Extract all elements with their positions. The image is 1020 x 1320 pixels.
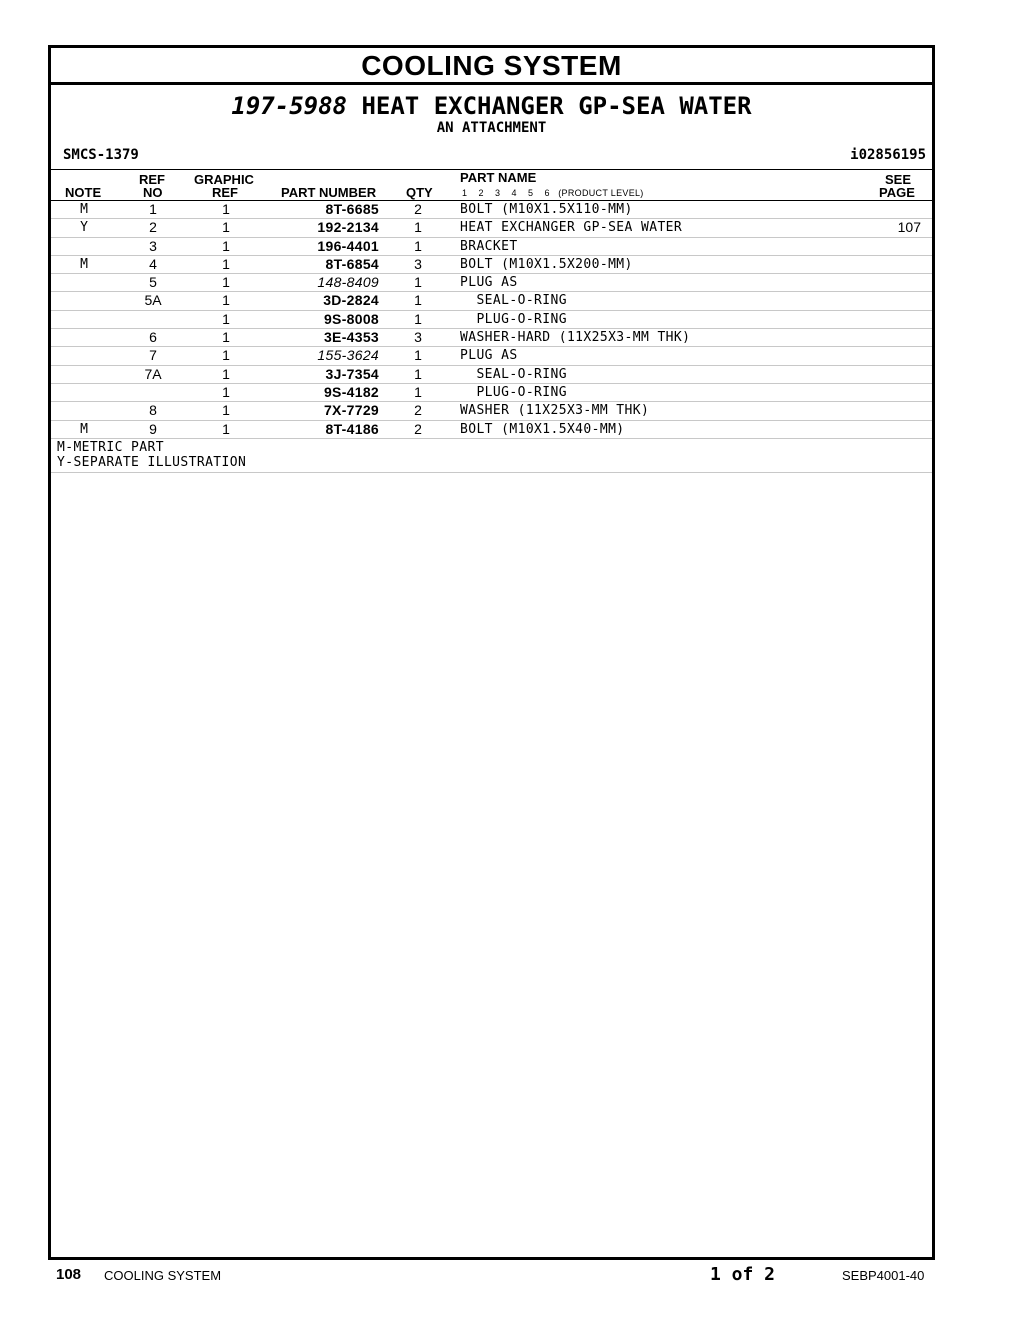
note-cell: M bbox=[80, 421, 88, 437]
part-number-cell: 3D-2824 bbox=[323, 292, 379, 309]
note-cell: M bbox=[80, 256, 88, 272]
qty-cell: 3 bbox=[414, 255, 422, 272]
graphic-ref-cell: 1 bbox=[222, 237, 230, 254]
ref-no-cell: 7A bbox=[144, 365, 162, 382]
note-metric: M-METRIC PART bbox=[57, 439, 164, 455]
smcs-code: SMCS-1379 bbox=[63, 147, 139, 163]
group-part-number: 197-5988 bbox=[231, 92, 347, 120]
parts-table-body bbox=[51, 201, 932, 439]
part-number-cell: 9S-4182 bbox=[323, 383, 379, 400]
notes-legend bbox=[51, 439, 932, 473]
part-name-cell: BRACKET bbox=[460, 238, 518, 254]
part-number-cell: 8T-6854 bbox=[325, 255, 379, 272]
part-name-cell: PLUG-O-RING bbox=[460, 384, 567, 400]
group-subtitle: AN ATTACHMENT bbox=[436, 120, 547, 136]
header-product-levels: 1 2 3 4 5 6 (PRODUCT LEVEL) bbox=[462, 188, 644, 198]
table-row bbox=[51, 219, 932, 237]
qty-cell: 1 bbox=[414, 274, 422, 291]
section-title: COOLING SYSTEM bbox=[51, 48, 932, 85]
part-number-cell: 9S-8008 bbox=[323, 310, 379, 327]
qty-cell: 2 bbox=[414, 201, 422, 217]
ref-no-cell: 3 bbox=[149, 237, 157, 254]
part-name-cell: PLUG AS bbox=[460, 275, 518, 291]
graphic-ref-cell: 1 bbox=[222, 255, 230, 272]
page-frame bbox=[48, 45, 935, 1260]
page-footer bbox=[0, 1264, 1020, 1288]
table-row bbox=[51, 274, 932, 292]
header-gref-top: GRAPHIC bbox=[194, 172, 254, 187]
table-row bbox=[51, 347, 932, 365]
qty-cell: 2 bbox=[414, 420, 422, 437]
qty-cell: 3 bbox=[414, 329, 422, 346]
qty-cell: 1 bbox=[414, 219, 422, 236]
header-part-number: PART NUMBER bbox=[281, 185, 377, 200]
table-row bbox=[51, 366, 932, 384]
header-ref-top: REF bbox=[139, 172, 165, 187]
part-number-cell: 7X-7729 bbox=[323, 402, 379, 419]
ref-no-cell: 4 bbox=[149, 255, 157, 272]
table-row bbox=[51, 329, 932, 347]
table-row bbox=[51, 292, 932, 310]
see-page-cell: 107 bbox=[897, 219, 921, 236]
table-row bbox=[51, 311, 932, 329]
footer-section: COOLING SYSTEM bbox=[104, 1268, 222, 1283]
table-row bbox=[51, 256, 932, 274]
qty-cell: 1 bbox=[414, 310, 422, 327]
table-row bbox=[51, 384, 932, 402]
ref-no-cell: 1 bbox=[149, 201, 157, 217]
part-number-cell: 155-3624 bbox=[317, 347, 379, 364]
table-row bbox=[51, 402, 932, 420]
qty-cell: 2 bbox=[414, 402, 422, 419]
part-name-cell: WASHER-HARD (11X25X3-MM THK) bbox=[460, 330, 691, 346]
part-name-cell: SEAL-O-RING bbox=[460, 366, 567, 382]
group-name: HEAT EXCHANGER GP-SEA WATER bbox=[361, 92, 752, 120]
graphic-ref-cell: 1 bbox=[222, 420, 230, 437]
ref-no-cell: 5A bbox=[144, 292, 162, 309]
graphic-ref-cell: 1 bbox=[222, 274, 230, 291]
header-see-bottom: PAGE bbox=[879, 185, 915, 200]
graphic-ref-cell: 1 bbox=[222, 365, 230, 382]
ref-no-cell: 9 bbox=[149, 420, 157, 437]
ref-no-cell: 6 bbox=[149, 329, 157, 346]
part-name-cell: WASHER (11X25X3-MM THK) bbox=[460, 403, 650, 419]
ref-no-cell: 5 bbox=[149, 274, 157, 291]
part-number-cell: 3J-7354 bbox=[325, 365, 379, 382]
part-name-cell: BOLT (M10X1.5X110-MM) bbox=[460, 202, 633, 217]
header-note: NOTE bbox=[65, 185, 102, 200]
part-name-cell: BOLT (M10X1.5X200-MM) bbox=[460, 256, 633, 272]
graphic-ref-cell: 1 bbox=[222, 383, 230, 400]
part-number-cell: 192-2134 bbox=[317, 219, 379, 236]
graphic-ref-cell: 1 bbox=[222, 402, 230, 419]
part-number-cell: 3E-4353 bbox=[323, 329, 379, 346]
table-row bbox=[51, 201, 932, 219]
part-name-cell: SEAL-O-RING bbox=[460, 293, 567, 309]
graphic-ref-cell: 1 bbox=[222, 310, 230, 327]
ref-no-cell: 8 bbox=[149, 402, 157, 419]
footer-sheet: 1 of 2 bbox=[710, 1264, 776, 1285]
footer-doc-id: SEBP4001-40 bbox=[842, 1268, 925, 1283]
header-qty: QTY bbox=[406, 185, 433, 200]
note-cell: Y bbox=[80, 220, 88, 236]
header-ref-bottom: NO bbox=[143, 185, 163, 200]
group-title bbox=[51, 93, 932, 119]
qty-cell: 1 bbox=[414, 292, 422, 309]
header-see-top: SEE bbox=[885, 172, 912, 187]
part-number-cell: 148-8409 bbox=[317, 274, 379, 291]
note-cell: M bbox=[80, 202, 88, 217]
part-number-cell: 8T-4186 bbox=[325, 420, 379, 437]
table-header bbox=[51, 169, 932, 201]
footer-page-number: 108 bbox=[56, 1266, 82, 1283]
part-name-cell: PLUG AS bbox=[460, 348, 518, 364]
qty-cell: 1 bbox=[414, 237, 422, 254]
header-part-name: PART NAME bbox=[460, 170, 537, 185]
id-line bbox=[51, 147, 932, 169]
ref-no-cell: 7 bbox=[149, 347, 157, 364]
graphic-ref-cell: 1 bbox=[222, 201, 230, 217]
graphic-ref-cell: 1 bbox=[222, 292, 230, 309]
part-number-cell: 196-4401 bbox=[317, 237, 379, 254]
qty-cell: 1 bbox=[414, 365, 422, 382]
ref-no-cell: 2 bbox=[149, 219, 157, 236]
header-gref-bottom: REF bbox=[212, 185, 238, 200]
graphic-ref-cell: 1 bbox=[222, 347, 230, 364]
qty-cell: 1 bbox=[414, 347, 422, 364]
table-row bbox=[51, 421, 932, 439]
part-name-cell: PLUG-O-RING bbox=[460, 311, 567, 327]
illustration-id: i02856195 bbox=[850, 147, 926, 163]
graphic-ref-cell: 1 bbox=[222, 219, 230, 236]
part-number-cell: 8T-6685 bbox=[325, 201, 379, 217]
part-name-cell: BOLT (M10X1.5X40-MM) bbox=[460, 421, 625, 437]
graphic-ref-cell: 1 bbox=[222, 329, 230, 346]
qty-cell: 1 bbox=[414, 383, 422, 400]
part-name-cell: HEAT EXCHANGER GP-SEA WATER bbox=[460, 220, 683, 236]
note-separate-illustration: Y-SEPARATE ILLUSTRATION bbox=[57, 454, 247, 470]
table-row bbox=[51, 238, 932, 256]
